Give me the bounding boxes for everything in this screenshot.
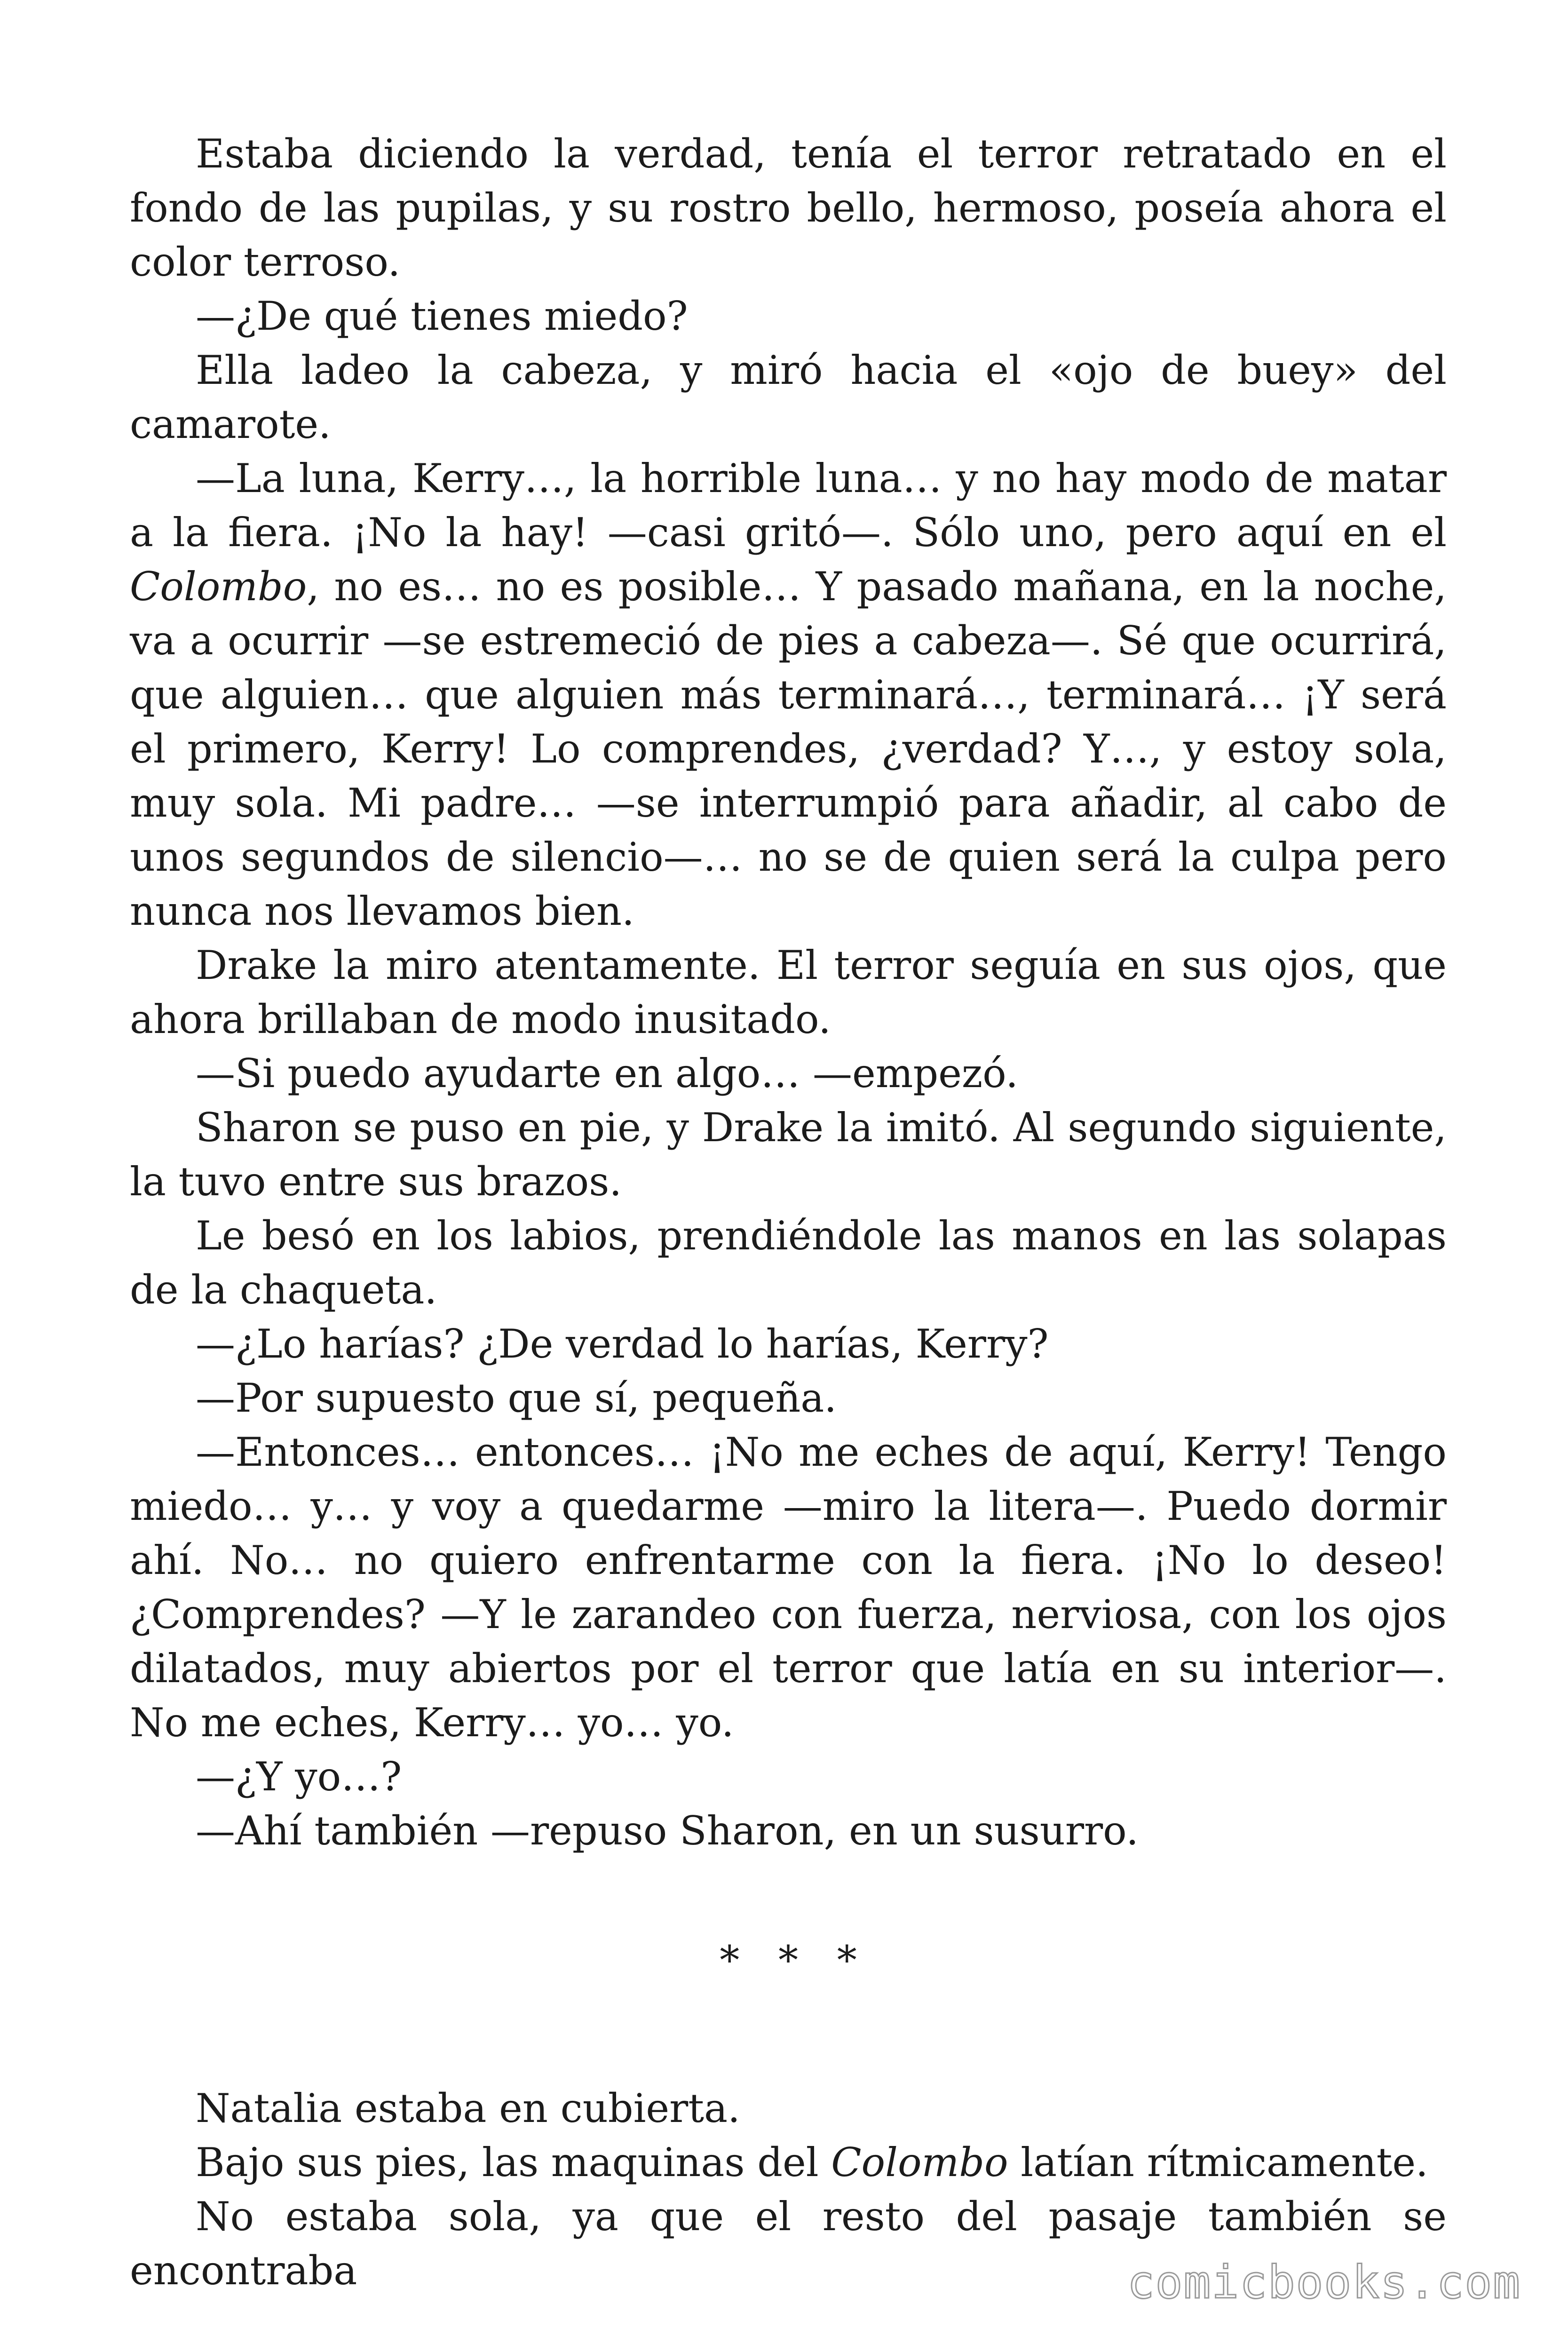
- paragraph: [130, 1804, 1447, 1858]
- paragraph-text: —La luna, Kerry…, la horrible luna… y no hay modo de matar a la fiera. ¡No la hay! —casi gritó—. Sólo uno, pero aquí en el: [130, 455, 1447, 556]
- paragraph-text: Sharon se puso en pie, y Drake la imitó. Al segundo siguiente, la tuvo entre sus brazos.: [130, 1104, 1447, 1205]
- paragraph-text: , no es… no es posible… Y pasado mañana, en la noche, va a ocurrir —se estremeció de pies a cabeza—. Sé que ocurrirá, que alguien… que alguien más terminará…, terminará… ¡Y será el primero, Kerry! Lo comprendes, ¿verdad? Y…, y estoy sola, muy sola. Mi padre… —se interrumpió para añadir, al cabo de unos segundos de silencio—… no se de quien será la culpa pero nunca nos llevamos bien.: [130, 564, 1447, 934]
- italic-text: Colombo: [831, 2139, 1008, 2185]
- paragraph-text: —Ahí también —repuso Sharon, en un susurro.: [196, 1808, 1139, 1854]
- paragraph-text: —¿Lo harías? ¿De verdad lo harías, Kerry?: [196, 1321, 1049, 1367]
- paragraph: [130, 938, 1447, 1047]
- paragraph: [130, 1371, 1447, 1425]
- paragraph: [130, 1209, 1447, 1317]
- text-section-1: [130, 127, 1447, 1858]
- paragraph-text: —¿Y yo…?: [196, 1754, 402, 1800]
- paragraph-text: Natalia estaba en cubierta.: [196, 2085, 740, 2131]
- paragraph-text: Estaba diciendo la verdad, tenía el terror retratado en el fondo de las pupilas, y su rostro bello, hermoso, poseía ahora el color terroso.: [130, 131, 1447, 285]
- paragraph-text: Le besó en los labios, prendiéndole las manos en las solapas de la chaqueta.: [130, 1213, 1447, 1313]
- paragraph-text: —Entonces… entonces… ¡No me eches de aquí, Kerry! Tengo miedo… y… y voy a quedarme —miro la litera—. Puedo dormir ahí. No… no quiero enfrentarme con la fiera. ¡No lo deseo! ¿Comprendes? —Y le zarandeo con fuerza, nerviosa, con los ojos dilatados, muy abiertos por el terror que latía en su interior—. No me eches, Kerry… yo… yo.: [130, 1429, 1447, 1746]
- paragraph: [130, 1425, 1447, 1750]
- paragraph: [130, 1750, 1447, 1804]
- paragraph: [130, 452, 1447, 938]
- paragraph: [130, 289, 1447, 343]
- paragraph: [130, 2082, 1447, 2136]
- page-body: [130, 127, 1447, 2298]
- paragraph-text: Bajo sus pies, las maquinas del: [196, 2139, 832, 2185]
- scene-break: * * *: [720, 1937, 870, 1983]
- paragraph-text: No estaba sola, ya que el resto del pasaje también se encontraba: [130, 2193, 1447, 2294]
- paragraph-text: Drake la miro atentamente. El terror seguía en sus ojos, que ahora brillaban de modo inusitado.: [130, 942, 1447, 1042]
- watermark-logo: comicbooks.com: [1127, 2256, 1521, 2309]
- paragraph-text: —Por supuesto que sí, pequeña.: [196, 1375, 837, 1421]
- paragraph: [130, 1101, 1447, 1209]
- italic-text: Colombo: [130, 564, 307, 610]
- paragraph-text: latían rítmicamente.: [1008, 2139, 1428, 2185]
- paragraph-text: —Si puedo ayudarte en algo… —empezó.: [196, 1050, 1018, 1097]
- paragraph: [130, 1317, 1447, 1371]
- paragraph: [130, 2136, 1447, 2190]
- paragraph-text: —¿De qué tienes miedo?: [196, 293, 688, 339]
- paragraph-text: Ella ladeo la cabeza, y miró hacia el «ojo de buey» del camarote.: [130, 347, 1447, 447]
- paragraph: [130, 127, 1447, 289]
- paragraph: [130, 1047, 1447, 1101]
- paragraph: [130, 343, 1447, 452]
